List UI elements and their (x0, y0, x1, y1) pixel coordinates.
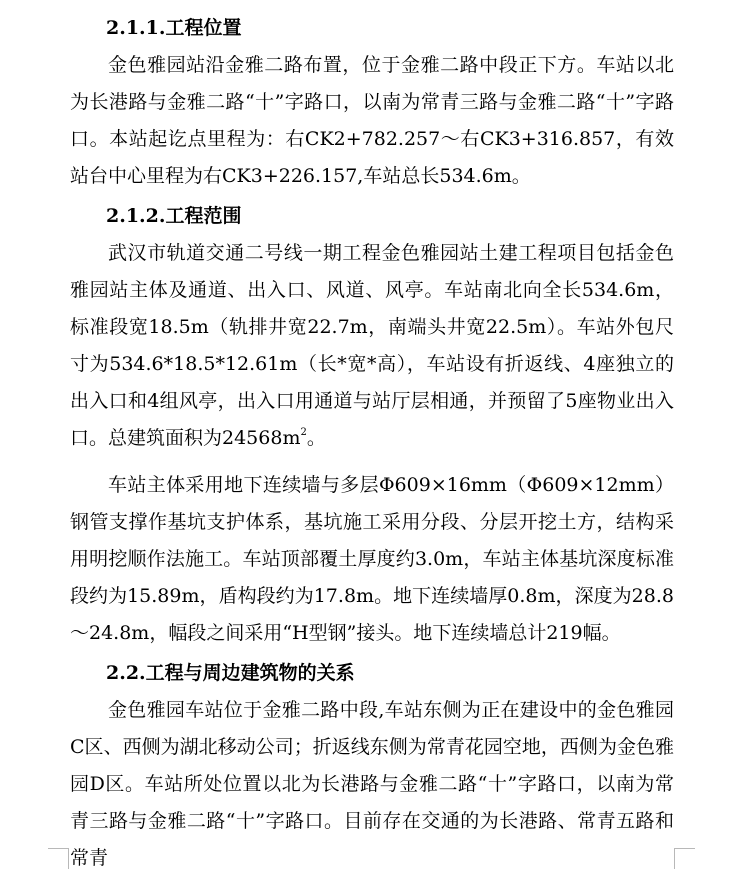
paragraph-project-scope (70, 235, 674, 457)
crop-mark-bottom-right (674, 848, 695, 869)
project-scope-text: 武汉市轨道交通二号线一期工程金色雅园站土建工程项目包括金色雅园站主体及通道、出入口、风道、风亭。车站南北向全长534.6m，标准段宽18.5m（轨排井宽22.7m，南端头井宽22.5m）。车站外包尺寸为534.6*18.5*12.61m（长*宽*高），车站设有折返线、4座独立的出入口和4组风亭，出入口用通道与站厅层相通，并预留了5座物业出入口。总建筑面积为24568m (70, 242, 674, 449)
section-heading-project-scope: 2.1.2.工程范围 (106, 205, 242, 227)
project-scope-end: 。 (306, 427, 326, 449)
area-unit-superscript: 2 (300, 427, 307, 438)
document-body (70, 10, 674, 877)
paragraph-support-system: 车站主体采用地下连续墙与多层Φ609×16mm（Φ609×12mm）钢管支撑作基坑支护体系，基坑施工采用分段、分层开挖土方，结构采用明挖顺作法施工。车站顶部覆土厚度约3.0m，车站主体基坑深度标准段约为15.89m，盾构段约为17.8m。地下连续墙厚0.8m，深度为28.8～24.8m，幅段之间采用“H型钢”接头。地下连续墙总计219幅。 (70, 474, 674, 644)
paragraph-surroundings: 金色雅园车站位于金雅二路中段,车站东侧为正在建设中的金色雅园C区、西侧为湖北移动公司；折返线东侧为常青花园空地，西侧为金色雅园D区。车站所处位置以北为长港路与金雅二路“十”字路口，以南为常青三路与金雅二路“十”字路口。目前存在交通的为长港路、常青五路和常青 (70, 699, 674, 869)
section-heading-surroundings: 2.2.工程与周边建筑物的关系 (106, 662, 355, 684)
crop-mark-bottom-left (48, 848, 69, 869)
section-heading-project-location: 2.1.1.工程位置 (106, 17, 242, 39)
paragraph-project-location: 金色雅园站沿金雅二路布置，位于金雅二路中段正下方。车站以北为长港路与金雅二路“十”字路口，以南为常青三路与金雅二路“十”字路口。本站起讫点里程为：右CK2+782.257～右CK3+316.857，有效站台中心里程为右CK3+226.157,车站总长534.6m。 (70, 54, 674, 187)
